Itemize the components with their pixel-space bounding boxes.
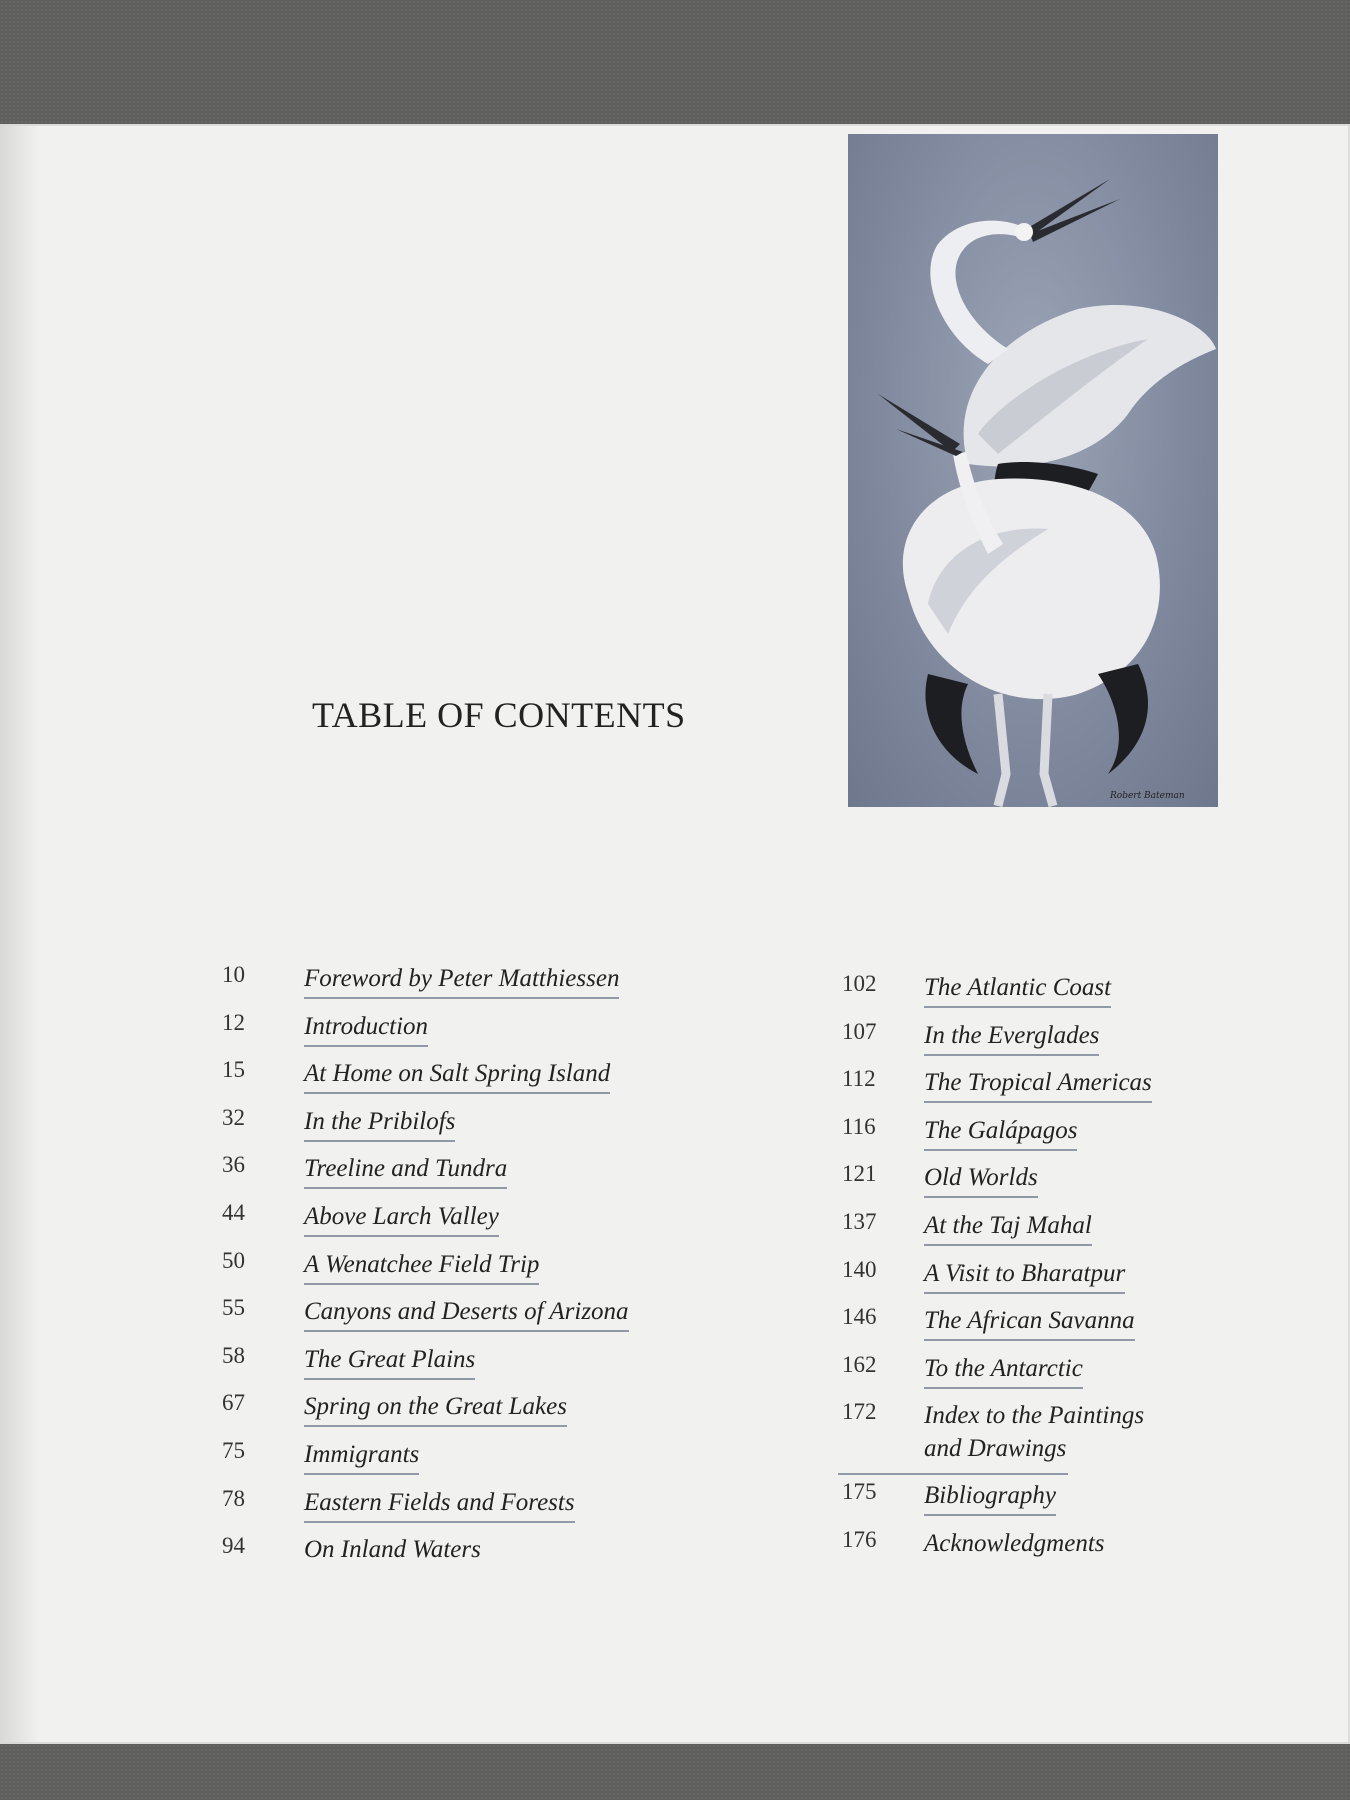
toc-entry [838,969,1198,1017]
toc-entry [218,1150,678,1198]
toc-entry [218,1198,678,1246]
toc-entry [838,1255,1198,1303]
toc-page-number: 78 [222,1485,245,1511]
toc-page-number: 137 [842,1208,877,1234]
toc-page-number: 12 [222,1009,245,1035]
toc-entry [218,1388,678,1436]
toc-page-number: 32 [222,1104,245,1130]
toc-chapter-title: Index to the Paintings and Drawings [924,1402,1145,1463]
toc-entry [218,1531,678,1579]
crane-painting [848,134,1218,807]
toc-chapter-title: On Inland Waters [304,1536,481,1564]
toc-page-number: 94 [222,1533,245,1559]
toc-entry [218,1246,678,1294]
toc-entry [838,1207,1198,1255]
toc-chapter-title: Introduction [304,1010,428,1047]
toc-entry [838,1159,1198,1207]
toc-entry [218,1008,678,1056]
toc-page-number: 112 [842,1066,876,1092]
toc-chapter-title: Spring on the Great Lakes [304,1390,567,1427]
toc-chapter-title: At Home on Salt Spring Island [304,1057,610,1094]
toc-entry [218,1341,678,1389]
toc-chapter-title: To the Antarctic [924,1352,1083,1389]
toc-chapter-title: A Wenatchee Field Trip [304,1248,539,1285]
toc-entry [838,1064,1198,1112]
toc-entry [218,1055,678,1103]
toc-chapter-title: In the Pribilofs [304,1105,455,1142]
toc-page-number: 121 [842,1161,877,1187]
painting-signature: Robert Bateman [1110,791,1185,801]
toc-chapter-title: The African Savanna [924,1304,1135,1341]
toc-page-number: 36 [222,1152,245,1178]
toc-page-number: 58 [222,1342,245,1368]
toc-chapter-title: The Atlantic Coast [924,971,1111,1008]
toc-chapter-title: Canyons and Deserts of Arizona [304,1295,629,1332]
toc-chapter-title: Bibliography [924,1479,1056,1516]
toc-entry [218,960,678,1008]
toc-entry [838,1397,1198,1477]
toc-entry [218,1484,678,1532]
toc-page-number: 176 [842,1526,877,1552]
toc-page-number: 10 [222,962,245,987]
toc-entry [218,1103,678,1151]
toc-page-number: 146 [842,1304,877,1330]
toc-entry [838,1112,1198,1160]
toc-chapter-title: Eastern Fields and Forests [304,1486,575,1523]
toc-page-number: 162 [842,1351,877,1377]
toc-entry [838,1350,1198,1398]
toc-page-number: 107 [842,1018,877,1044]
toc-page-number: 50 [222,1247,245,1273]
toc-page-number: 67 [222,1390,245,1416]
toc-page-number: 172 [842,1399,877,1425]
toc-page-number: 140 [842,1256,877,1282]
crane-illustration-icon [848,134,1218,807]
toc-entry [838,1525,1198,1573]
toc-chapter-title: Old Worlds [924,1161,1038,1198]
toc-chapter-title: Foreword by Peter Matthiessen [304,962,619,999]
toc-chapter-title: At the Taj Mahal [924,1209,1092,1246]
page-gutter-shadow [0,124,40,1744]
toc-entry [838,1477,1198,1525]
toc-page-number: 75 [222,1437,245,1463]
toc-chapter-title: The Galápagos [924,1114,1077,1151]
toc-chapter-title: Treeline and Tundra [304,1152,507,1189]
toc-chapter-title: Above Larch Valley [304,1200,499,1237]
toc-chapter-title: In the Everglades [924,1019,1099,1056]
toc-left-column [218,960,678,1579]
toc-right-column [838,969,1198,1573]
toc-chapter-title: The Great Plains [304,1343,475,1380]
toc-entry [218,1293,678,1341]
toc-entry [218,1436,678,1484]
book-page [0,124,1350,1744]
toc-chapter-title: Immigrants [304,1438,419,1475]
toc-chapter-title: The Tropical Americas [924,1066,1152,1103]
toc-page-number: 44 [222,1199,245,1225]
toc-chapter-title: Acknowledgments [924,1529,1105,1557]
toc-page-number: 102 [842,971,877,996]
toc-page-number: 175 [842,1479,877,1505]
toc-chapter-title: A Visit to Bharatpur [924,1257,1125,1294]
toc-entry [838,1302,1198,1350]
toc-page-number: 55 [222,1295,245,1321]
toc-entry [838,1017,1198,1065]
toc-page-number: 116 [842,1113,876,1139]
toc-rule [838,1473,1068,1475]
toc-page-number: 15 [222,1057,245,1083]
toc-title: TABLE OF CONTENTS [312,695,686,735]
